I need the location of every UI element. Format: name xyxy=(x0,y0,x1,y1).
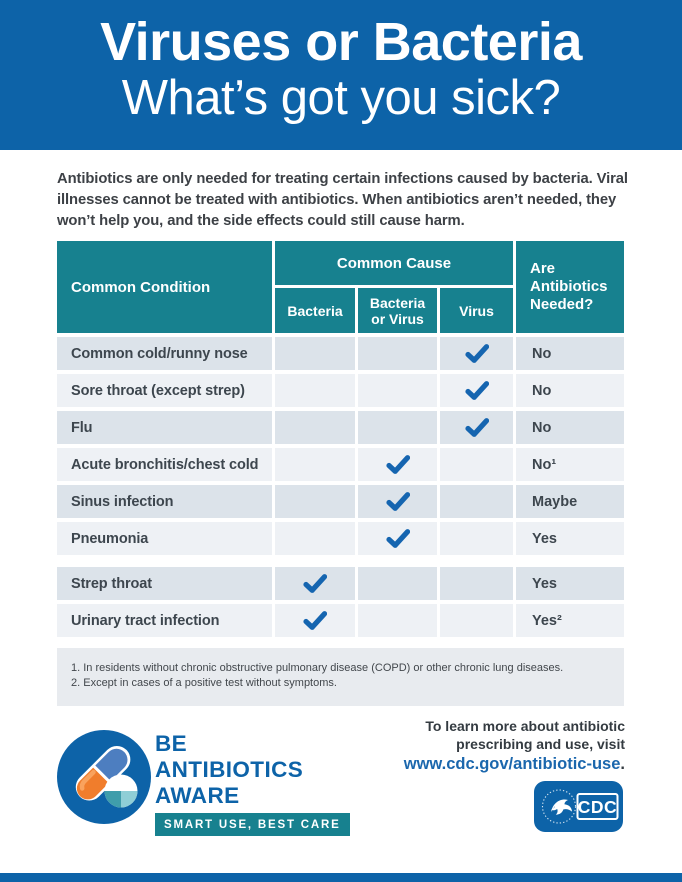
answer-cell: No xyxy=(516,337,624,370)
bacteria-cell xyxy=(275,411,355,444)
learn-more-link-row xyxy=(404,754,625,774)
condition-cell: Strep throat xyxy=(57,567,272,600)
condition-cell: Sinus infection xyxy=(57,485,272,518)
bacteria-cell xyxy=(275,374,355,407)
page-title: Viruses or Bacteria xyxy=(100,12,582,72)
answer-cell: No xyxy=(516,374,624,407)
check-icon xyxy=(465,344,489,363)
brand-line-be: BE xyxy=(155,731,188,756)
bacteria-or-virus-cell xyxy=(358,485,437,518)
bacteria-cell xyxy=(275,522,355,555)
bacteria-or-virus-cell xyxy=(358,567,437,600)
intro-paragraph: Antibiotics are only needed for treating certain infections caused by bacteria. Viral illnesses cannot be treated with antibiotics. When antibiotics aren’t needed, they won’t help you, and the side effects could still cause harm. xyxy=(57,171,628,229)
brand-line-aware: AWARE xyxy=(155,783,240,808)
virus-cell xyxy=(440,411,513,444)
condition-cell: Common cold/runny nose xyxy=(57,337,272,370)
table-row xyxy=(57,604,624,637)
bacteria-cell xyxy=(275,567,355,600)
answer-cell: No¹ xyxy=(516,448,624,481)
check-icon xyxy=(303,611,327,630)
bacteria-or-virus-cell xyxy=(358,448,437,481)
check-icon xyxy=(465,381,489,400)
learn-more-line-2: prescribing and use, visit xyxy=(456,735,625,752)
check-icon xyxy=(465,418,489,437)
brand-tagline: SMART USE, BEST CARE xyxy=(155,813,350,836)
table-row xyxy=(57,374,624,407)
footnote-1: 1. In residents without chronic obstructive pulmonary disease (COPD) or other chronic lung diseases. xyxy=(71,662,564,674)
page-subtitle: What’s got you sick? xyxy=(121,71,561,125)
footer xyxy=(57,718,625,836)
table-row xyxy=(57,567,624,600)
virus-cell xyxy=(440,337,513,370)
column-header-antibiotics-needed: Are Antibiotics Needed? xyxy=(516,241,624,333)
table-body xyxy=(57,337,624,637)
brand-text xyxy=(155,730,350,836)
check-icon xyxy=(386,455,410,474)
bacteria-or-virus-cell xyxy=(358,604,437,637)
bacteria-or-virus-cell xyxy=(358,337,437,370)
column-header-common-cause: Common Cause xyxy=(275,241,513,285)
cdc-hhs-logo xyxy=(534,781,623,832)
column-header-bacteria: Bacteria xyxy=(275,288,355,333)
check-icon xyxy=(386,492,410,511)
table-row xyxy=(57,448,624,481)
answer-cell: Maybe xyxy=(516,485,624,518)
check-icon xyxy=(303,574,327,593)
learn-more-line-1: To learn more about antibiotic xyxy=(425,718,625,734)
answer-cell: Yes xyxy=(516,522,624,555)
bacteria-or-virus-cell xyxy=(358,411,437,444)
check-icon xyxy=(386,529,410,548)
table-header xyxy=(57,241,624,333)
bacteria-cell xyxy=(275,337,355,370)
bacteria-cell xyxy=(275,448,355,481)
learn-more-block xyxy=(404,718,625,836)
be-antibiotics-aware-logo xyxy=(57,730,350,836)
column-header-condition: Common Condition xyxy=(57,241,272,333)
column-header-bacteria-or-virus: Bacteria or Virus xyxy=(358,288,437,333)
table-row xyxy=(57,485,624,518)
table-row xyxy=(57,522,624,555)
footnotes-panel xyxy=(57,648,624,706)
footnote-2: 2. Except in cases of a positive test without symptoms. xyxy=(71,677,337,689)
header-banner xyxy=(0,0,682,150)
link-period: . xyxy=(620,755,625,773)
table-row xyxy=(57,411,624,444)
cdc-antibiotic-use-link[interactable]: www.cdc.gov/antibiotic-use xyxy=(403,755,621,773)
table-row xyxy=(57,337,624,370)
virus-cell xyxy=(440,604,513,637)
cdc-label: CDC xyxy=(577,797,618,817)
virus-cell xyxy=(440,485,513,518)
bacteria-or-virus-cell xyxy=(358,522,437,555)
condition-cell: Urinary tract infection xyxy=(57,604,272,637)
virus-cell xyxy=(440,448,513,481)
virus-cell xyxy=(440,374,513,407)
conditions-table xyxy=(57,241,624,637)
bacteria-or-virus-cell xyxy=(358,374,437,407)
bacteria-cell xyxy=(275,485,355,518)
answer-cell: Yes² xyxy=(516,604,624,637)
condition-cell: Flu xyxy=(57,411,272,444)
brand-line-antibiotics: ANTIBIOTICS xyxy=(155,757,304,782)
virus-cell xyxy=(440,567,513,600)
condition-cell: Sore throat (except strep) xyxy=(57,374,272,407)
answer-cell: No xyxy=(516,411,624,444)
bottom-accent-bar xyxy=(0,873,682,882)
virus-cell xyxy=(440,522,513,555)
column-header-virus: Virus xyxy=(440,288,513,333)
condition-cell: Acute bronchitis/chest cold xyxy=(57,448,272,481)
condition-cell: Pneumonia xyxy=(57,522,272,555)
pill-logo-icon xyxy=(57,730,151,824)
bacteria-cell xyxy=(275,604,355,637)
answer-cell: Yes xyxy=(516,567,624,600)
